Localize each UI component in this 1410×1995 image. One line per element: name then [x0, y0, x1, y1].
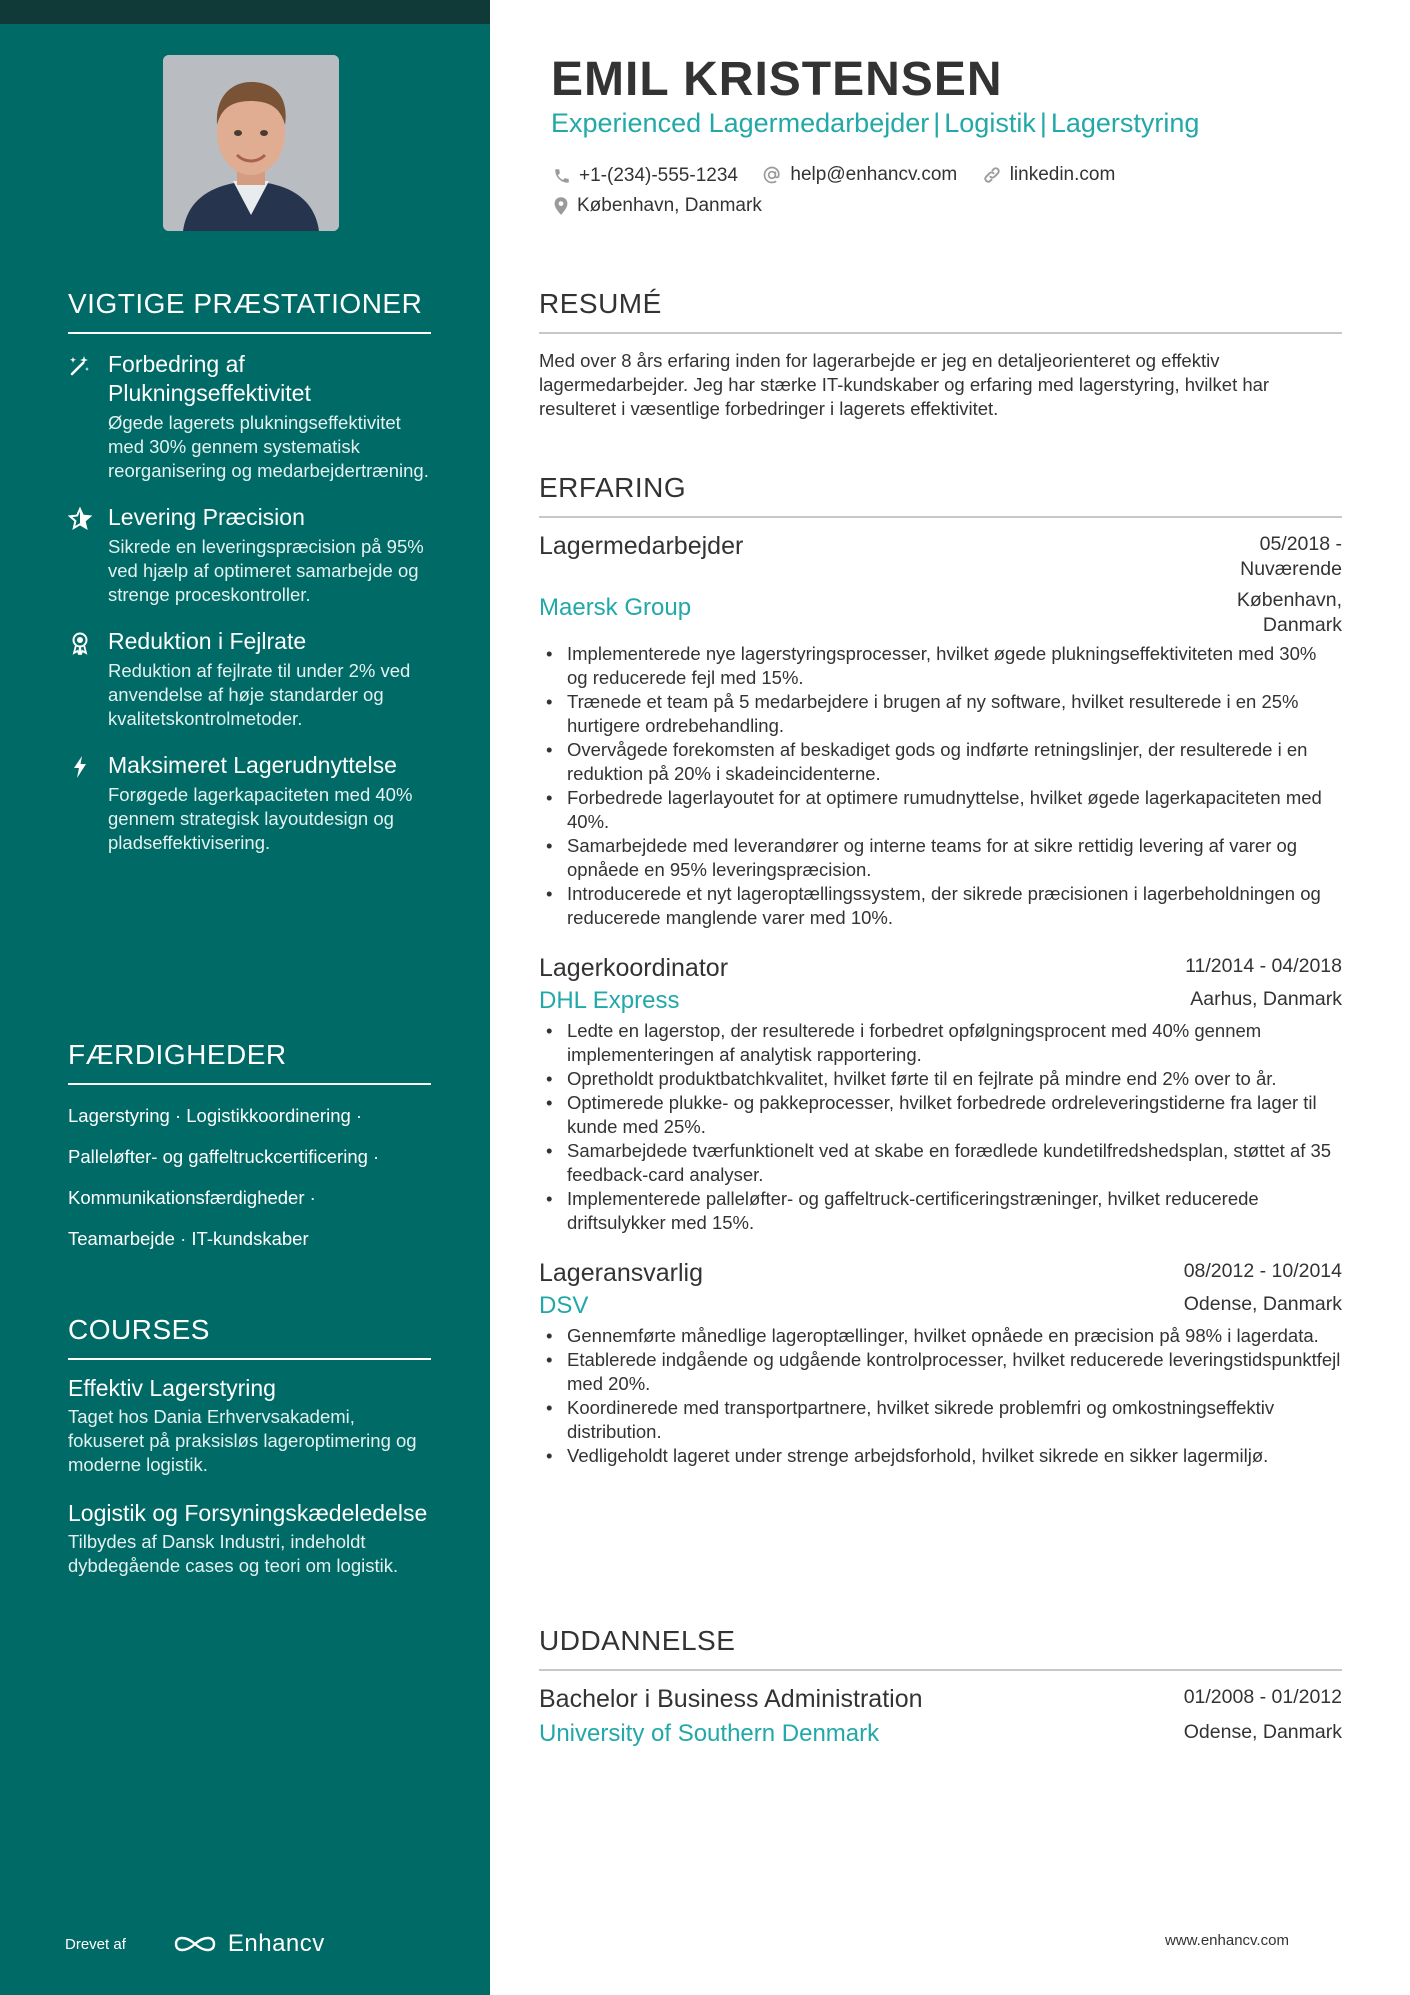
achievement-item — [68, 751, 431, 855]
award-ribbon-icon — [68, 631, 92, 655]
job-bullet: • Implementerede nye lagerstyringsprocesser, hvilket øgede plukningseffektiviteten med 30% og reducerede fejl med 15%. — [539, 642, 1342, 690]
job-bullets — [539, 1324, 1342, 1468]
achievement-description: Reduktion af fejlrate til under 2% ved anvendelse af høje standarder og kvalitetskontrolmetoder. — [108, 660, 411, 729]
enhancv-brand-name: Enhancv — [227, 1930, 325, 1957]
job-bullet: • Etablerede indgående og udgående kontrolprocesser, hvilket reducerede leveringstidspunktfejl med 20%. — [539, 1348, 1342, 1396]
job-dates: 11/2014 - 04/2018 — [1185, 955, 1342, 977]
sidebar-top-bar — [0, 0, 490, 24]
skill-line: Kommunikationsfærdigheder · — [68, 1187, 316, 1208]
location-contact — [553, 191, 762, 221]
at-sign-icon — [762, 165, 782, 185]
profile-photo — [163, 55, 339, 231]
job-title: Lageransvarlig — [539, 1259, 703, 1287]
magic-wand-icon — [68, 354, 92, 378]
phone-icon — [553, 167, 571, 185]
summary-heading: RESUMÉ — [539, 288, 1342, 334]
headline-part: Lagerstyring — [1050, 108, 1200, 138]
course-title: Logistik og Forsyningskædeledelse — [68, 1500, 428, 1526]
skills-list — [68, 1095, 431, 1259]
school-name: University of Southern Denmark — [539, 1720, 880, 1747]
job-bullet: • Vedligeholdt lageret under strenge arbejdsforhold, hvilket sikrede en sikker lagermiljø. — [539, 1444, 1342, 1468]
job-location: Odense, Danmark — [1183, 1293, 1342, 1315]
link-icon — [982, 165, 1002, 185]
skills-section — [68, 1039, 431, 1259]
headline-part: Logistik — [944, 108, 1036, 138]
website-contact[interactable] — [982, 160, 1116, 190]
job-title: Lagermedarbejder — [539, 532, 744, 560]
job-entry — [539, 1259, 1342, 1468]
achievement-item — [68, 503, 431, 607]
job-bullet: • Forbedrede lagerlayoutet for at optimere rumudnyttelse, hvilket øgede lagerkapaciteten med 40%. — [539, 786, 1342, 834]
degree-title: Bachelor i Business Administration — [539, 1685, 923, 1713]
education-location: Odense, Danmark — [1183, 1721, 1342, 1743]
skill-line: Teamarbejde · IT-kundskaber — [68, 1228, 309, 1249]
job-company: DHL Express — [539, 987, 680, 1014]
job-bullet: • Ledte en lagerstop, der resulterede i forbedret opfølgningsprocent med 40% gennem implementeringen af analytisk rapportering. — [539, 1019, 1342, 1067]
job-entry — [539, 532, 1342, 930]
course-description: Taget hos Dania Erhvervsakademi, fokuseret på praksisløs lageroptimering og moderne logistik. — [68, 1406, 417, 1475]
achievement-item — [68, 627, 431, 731]
courses-heading: COURSES — [68, 1314, 431, 1360]
phone-number: +1-(234)-555-1234 — [579, 165, 738, 186]
enhancv-logo-icon — [172, 1932, 218, 1956]
website-url: linkedin.com — [1009, 164, 1116, 185]
headline-separator: | — [1039, 108, 1047, 138]
candidate-name: EMIL KRISTENSEN — [551, 53, 1003, 106]
job-location: Aarhus, Danmark — [1190, 988, 1342, 1010]
job-company: DSV — [539, 1292, 589, 1319]
powered-by — [65, 1930, 325, 1958]
job-dates: 05/2018 - Nuværende — [1240, 533, 1342, 580]
sidebar — [0, 0, 490, 1995]
job-bullet: • Opretholdt produktbatchkvalitet, hvilket førte til en fejlrate på mindre end 2% over to år. — [539, 1067, 1342, 1091]
email-address: help@enhancv.com — [790, 164, 958, 185]
job-bullet: • Gennemførte månedlige lageroptællinger, hvilket opnåede en præcision på 98% i lagerdata. — [539, 1324, 1342, 1348]
education-heading: UDDANNELSE — [539, 1625, 1342, 1671]
course-title: Effektiv Lagerstyring — [68, 1375, 276, 1401]
job-bullet: • Implementerede palleløfter- og gaffeltruck-certificeringstræninger, hvilket reducerede driftsulykker med 15%. — [539, 1187, 1342, 1235]
achievement-title: Maksimeret Lagerudnyttelse — [108, 752, 397, 778]
job-bullet: • Optimerede plukke- og pakkeprocesser, hvilket forbedrede ordreleveringstiderne fra lager til kunde med 25%. — [539, 1091, 1342, 1139]
achievements-heading: VIGTIGE PRÆSTATIONER — [68, 288, 431, 334]
email-contact[interactable] — [762, 160, 957, 190]
skill-line: Lagerstyring · Logistikkoordinering · — [68, 1105, 363, 1126]
job-location: København, Danmark — [1236, 589, 1342, 636]
skill-line: Palleløfter- og gaffeltruckcertificering · — [68, 1146, 380, 1167]
education-section — [539, 1625, 1342, 1748]
headline — [551, 108, 1199, 139]
job-bullet: • Trænede et team på 5 medarbejdere i brugen af ny software, hvilket resulterede i en 25% hurtigere ordrebehandling. — [539, 690, 1342, 738]
job-bullet: • Overvågede forekomsten af beskadiget gods og indførte retningslinjer, der resulterede i en reduktion på 20% i skadeincidenterne. — [539, 738, 1342, 786]
course-item — [68, 1374, 431, 1477]
lightning-bolt-icon — [68, 755, 92, 779]
job-dates: 08/2012 - 10/2014 — [1183, 1260, 1342, 1282]
job-bullet: • Koordinerede med transportpartnere, hvilket sikrede problemfri og omkostningseffektiv distribution. — [539, 1396, 1342, 1444]
job-entry — [539, 954, 1342, 1235]
course-item — [68, 1499, 431, 1578]
headline-separator: | — [933, 108, 941, 138]
job-bullets — [539, 1019, 1342, 1235]
job-bullets — [539, 642, 1342, 930]
powered-by-label: Drevet af — [65, 1935, 126, 1953]
experience-section — [539, 472, 1342, 1468]
footer-url[interactable]: www.enhancv.com — [1165, 1932, 1289, 1949]
contact-info — [553, 160, 1173, 221]
location-pin-icon — [553, 196, 569, 216]
achievement-item — [68, 350, 431, 483]
summary-text: Med over 8 års erfaring inden for lagerarbejde er jeg en detaljeorienteret og effektiv lagermedarbejder. Jeg har stærke IT-kundskaber og erfaring med lagerstyring, hvilket har resulteret i væsentlige forbedringer i lagerets effektivitet. — [539, 350, 1270, 419]
education-entry — [539, 1685, 1342, 1748]
job-title: Lagerkoordinator — [539, 954, 729, 982]
headline-part: Experienced Lagermedarbejder — [551, 108, 930, 138]
summary-section — [539, 288, 1342, 421]
course-description: Tilbydes af Dansk Industri, indeholdt dybdegående cases og teori om logistik. — [68, 1531, 399, 1576]
job-bullet: • Samarbejdede tværfunktionelt ved at skabe en forædlede kundetilfredshedsplan, støttet af 35 feedback-card analyser. — [539, 1139, 1342, 1187]
achievement-description: Sikrede en leveringspræcision på 95% ved hjælp af optimeret samarbejde og strenge proceskontroller. — [108, 536, 424, 605]
achievement-title: Forbedring af Plukningseffektivitet — [108, 351, 311, 406]
achievements-list — [68, 350, 431, 855]
education-dates: 01/2008 - 01/2012 — [1183, 1686, 1342, 1708]
phone-contact[interactable] — [553, 161, 738, 191]
courses-section — [68, 1314, 431, 1588]
achievement-title: Reduktion i Fejlrate — [108, 628, 307, 654]
job-company: Maersk Group — [539, 594, 692, 621]
star-icon — [68, 507, 92, 531]
achievement-title: Levering Præcision — [108, 504, 305, 530]
job-bullet: • Samarbejdede med leverandører og interne teams for at sikre rettidig levering af varer og opnåede en 95% leveringspræcision. — [539, 834, 1342, 882]
achievements-section — [68, 288, 431, 875]
skills-heading: FÆRDIGHEDER — [68, 1039, 431, 1085]
job-bullet: • Introducerede et nyt lageroptællingssystem, der sikrede præcisionen i lagerbeholdningen og reducerede manglende varer med 10%. — [539, 882, 1342, 930]
achievement-description: Øgede lagerets plukningseffektivitet med 30% gennem systematisk reorganisering og medarbejdertræning. — [108, 412, 429, 481]
achievement-description: Forøgede lagerkapaciteten med 40% gennem strategisk layoutdesign og pladseffektivisering. — [108, 784, 413, 853]
experience-heading: ERFARING — [539, 472, 1342, 518]
location-text: København, Danmark — [577, 195, 762, 216]
